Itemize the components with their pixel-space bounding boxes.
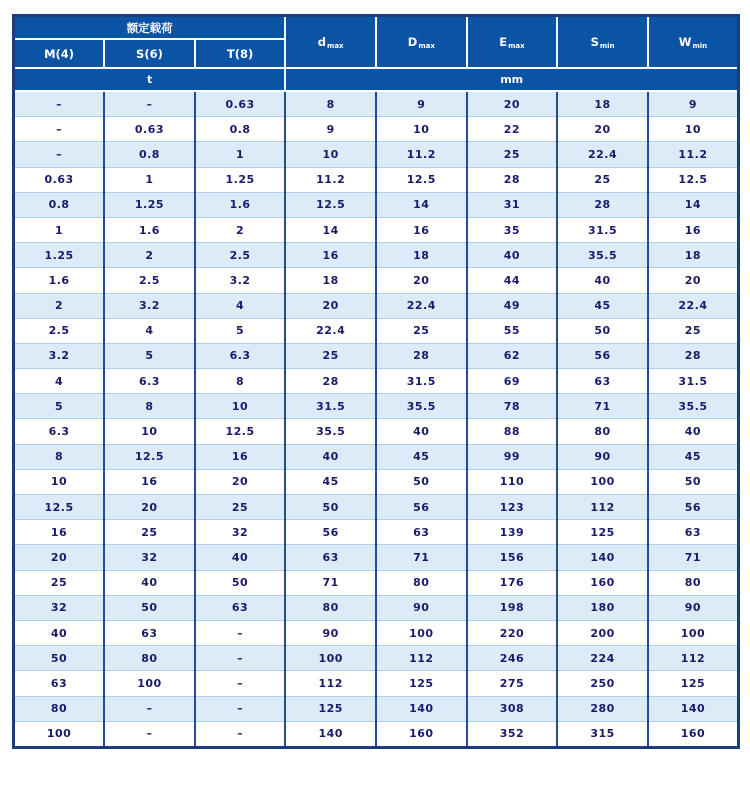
table-cell: 32 (14, 595, 105, 620)
table-cell: 62 (467, 343, 558, 368)
table-cell: 2 (104, 243, 195, 268)
table-row (14, 469, 739, 494)
table-cell: 31.5 (557, 217, 648, 242)
table-cell: 16 (104, 469, 195, 494)
table-cell: 100 (104, 671, 195, 696)
table-cell: 0.8 (104, 142, 195, 167)
table-cell: 16 (285, 243, 376, 268)
table-cell: 32 (195, 520, 286, 545)
dim-sub: max (327, 41, 344, 50)
table-cell: 8 (285, 91, 376, 117)
table-row (14, 545, 739, 570)
header-col-S-min (557, 16, 648, 69)
table-cell: 20 (648, 268, 739, 293)
table-cell: 14 (648, 192, 739, 217)
header-col-m4: M(4) (14, 39, 105, 68)
table-row (14, 217, 739, 242)
table-cell: 56 (376, 495, 467, 520)
table-cell: 112 (557, 495, 648, 520)
header-row-units (14, 68, 739, 91)
table-cell: 25 (104, 520, 195, 545)
table-cell: 50 (648, 469, 739, 494)
table-cell: – (14, 142, 105, 167)
table-cell: 0.8 (195, 117, 286, 142)
table-cell: – (104, 696, 195, 721)
table-cell: 10 (104, 419, 195, 444)
table-cell: 45 (376, 444, 467, 469)
unit-cell-tonnes: t (14, 68, 286, 91)
table-cell: 28 (557, 192, 648, 217)
table-cell: 35.5 (376, 394, 467, 419)
table-body (14, 91, 739, 747)
table-cell: 71 (557, 394, 648, 419)
table-cell: 31.5 (285, 394, 376, 419)
table-row (14, 696, 739, 721)
table-cell: 40 (104, 570, 195, 595)
table-cell: 10 (376, 117, 467, 142)
table-cell: 112 (285, 671, 376, 696)
table-cell: 1.25 (195, 167, 286, 192)
table-cell: 6.3 (104, 369, 195, 394)
header-col-d-max (285, 16, 376, 69)
dim-base: D (407, 34, 418, 49)
table-cell: 20 (104, 495, 195, 520)
table-cell: 10 (285, 142, 376, 167)
table-cell: 12.5 (648, 167, 739, 192)
table-cell: 20 (285, 293, 376, 318)
table-cell: 63 (195, 595, 286, 620)
table-cell: 12.5 (376, 167, 467, 192)
table-cell: 63 (557, 369, 648, 394)
table-row (14, 167, 739, 192)
table-cell: 8 (14, 444, 105, 469)
table-cell: 90 (376, 595, 467, 620)
table-cell: 28 (648, 343, 739, 368)
table-cell: – (104, 721, 195, 747)
table-row (14, 394, 739, 419)
table-cell: 1.6 (104, 217, 195, 242)
table-cell: 11.2 (285, 167, 376, 192)
table-cell: 45 (648, 444, 739, 469)
unit-cell-mm: mm (285, 68, 738, 91)
table-cell: 100 (648, 620, 739, 645)
dim-sub: min (692, 41, 708, 50)
header-row-group (14, 16, 739, 40)
table-cell: 100 (14, 721, 105, 747)
table-cell: 180 (557, 595, 648, 620)
table-cell: 1.25 (14, 243, 105, 268)
table-cell: 112 (648, 646, 739, 671)
table-cell: 69 (467, 369, 558, 394)
table-cell: 352 (467, 721, 558, 747)
table-row (14, 91, 739, 117)
table-cell: 0.63 (195, 91, 286, 117)
table-cell: 35.5 (648, 394, 739, 419)
table-cell: 40 (467, 243, 558, 268)
table-cell: 123 (467, 495, 558, 520)
table-row (14, 243, 739, 268)
table-cell: – (195, 696, 286, 721)
table-cell: 18 (648, 243, 739, 268)
table-cell: 40 (648, 419, 739, 444)
table-cell: 16 (648, 217, 739, 242)
header-col-t8: T(8) (195, 39, 286, 68)
table-cell: – (195, 620, 286, 645)
dim-sub: max (418, 41, 435, 50)
table-cell: 50 (376, 469, 467, 494)
table-cell: 80 (557, 419, 648, 444)
table-cell: – (14, 91, 105, 117)
table-cell: 56 (648, 495, 739, 520)
table-cell: 200 (557, 620, 648, 645)
table-cell: 90 (285, 620, 376, 645)
table-cell: 20 (557, 117, 648, 142)
header-group-rated-load: 额定载荷 (14, 16, 286, 40)
table-cell: – (195, 646, 286, 671)
rated-load-table (12, 14, 740, 749)
table-cell: 25 (376, 318, 467, 343)
table-cell: 12.5 (14, 495, 105, 520)
table-cell: 315 (557, 721, 648, 747)
table-cell: 55 (467, 318, 558, 343)
table-cell: 80 (648, 570, 739, 595)
table-cell: 6.3 (14, 419, 105, 444)
table-cell: 40 (376, 419, 467, 444)
table-cell: 11.2 (648, 142, 739, 167)
table-cell: 5 (195, 318, 286, 343)
table-cell: – (104, 91, 195, 117)
table-row (14, 318, 739, 343)
table-cell: 25 (195, 495, 286, 520)
table-cell: 6.3 (195, 343, 286, 368)
table-cell: 10 (195, 394, 286, 419)
table-cell: 71 (285, 570, 376, 595)
table-cell: 90 (557, 444, 648, 469)
table-cell: 224 (557, 646, 648, 671)
table-cell: 16 (376, 217, 467, 242)
table-cell: 71 (648, 545, 739, 570)
table-cell: 140 (285, 721, 376, 747)
table-cell: 35 (467, 217, 558, 242)
table-cell: 18 (285, 268, 376, 293)
header-col-D-max (376, 16, 467, 69)
header-col-s6: S(6) (104, 39, 195, 68)
table-cell: 280 (557, 696, 648, 721)
table-cell: 22.4 (285, 318, 376, 343)
table-cell: 25 (285, 343, 376, 368)
header-col-W-min (648, 16, 739, 69)
dim-base: E (499, 34, 508, 49)
table-cell: 198 (467, 595, 558, 620)
table-row (14, 495, 739, 520)
table-row (14, 117, 739, 142)
table-cell: 4 (104, 318, 195, 343)
table-cell: 31 (467, 192, 558, 217)
table-cell: 9 (648, 91, 739, 117)
table-cell: 28 (285, 369, 376, 394)
table-row (14, 721, 739, 747)
table-cell: 140 (648, 696, 739, 721)
table-cell: 110 (467, 469, 558, 494)
table-cell: 1.6 (14, 268, 105, 293)
table-cell: 90 (648, 595, 739, 620)
table-cell: 12.5 (104, 444, 195, 469)
table-cell: 50 (104, 595, 195, 620)
table-cell: 9 (376, 91, 467, 117)
dim-base: S (590, 34, 599, 49)
table-cell: 1.25 (104, 192, 195, 217)
table-cell: 250 (557, 671, 648, 696)
table-cell: 14 (285, 217, 376, 242)
table-cell: 63 (376, 520, 467, 545)
table-row (14, 671, 739, 696)
table-cell: 160 (376, 721, 467, 747)
table-header (14, 16, 739, 92)
table-cell: 20 (376, 268, 467, 293)
table-cell: 275 (467, 671, 558, 696)
table-row (14, 268, 739, 293)
table-cell: 2.5 (104, 268, 195, 293)
table-cell: 2.5 (195, 243, 286, 268)
table-cell: 3.2 (14, 343, 105, 368)
table-cell: 25 (648, 318, 739, 343)
table-cell: 56 (285, 520, 376, 545)
table-cell: 40 (285, 444, 376, 469)
table-cell: 100 (557, 469, 648, 494)
table-cell: 56 (557, 343, 648, 368)
table-row (14, 646, 739, 671)
table-cell: 100 (376, 620, 467, 645)
table-cell: 125 (376, 671, 467, 696)
table-cell: 160 (557, 570, 648, 595)
table-row (14, 343, 739, 368)
table-cell: 125 (285, 696, 376, 721)
table-row (14, 444, 739, 469)
table-cell: 0.63 (14, 167, 105, 192)
table-cell: 2 (195, 217, 286, 242)
table-cell: 1.6 (195, 192, 286, 217)
table-cell: 25 (557, 167, 648, 192)
table-cell: 18 (557, 91, 648, 117)
table-cell: – (195, 671, 286, 696)
table-cell: 4 (14, 369, 105, 394)
table-cell: 0.8 (14, 192, 105, 217)
table-cell: 31.5 (376, 369, 467, 394)
table-row (14, 570, 739, 595)
table-cell: 44 (467, 268, 558, 293)
table-cell: 40 (14, 620, 105, 645)
table-row (14, 293, 739, 318)
table-cell: 246 (467, 646, 558, 671)
table-cell: 156 (467, 545, 558, 570)
table-row (14, 620, 739, 645)
table-cell: 28 (467, 167, 558, 192)
table-cell: 10 (14, 469, 105, 494)
table-cell: 139 (467, 520, 558, 545)
table-cell: 50 (14, 646, 105, 671)
table-cell: 80 (14, 696, 105, 721)
table-cell: 125 (557, 520, 648, 545)
table-cell: 5 (14, 394, 105, 419)
table-cell: 8 (104, 394, 195, 419)
table-cell: 45 (557, 293, 648, 318)
table-cell: 14 (376, 192, 467, 217)
table-cell: 140 (557, 545, 648, 570)
table-cell: 40 (195, 545, 286, 570)
table-cell: 16 (195, 444, 286, 469)
table-cell: 20 (195, 469, 286, 494)
header-col-E-max (467, 16, 558, 69)
table-cell: 20 (467, 91, 558, 117)
table-cell: 10 (648, 117, 739, 142)
table-cell: 25 (467, 142, 558, 167)
dim-sub: min (599, 41, 615, 50)
table-cell: 63 (648, 520, 739, 545)
table-row (14, 142, 739, 167)
table-cell: 1 (195, 142, 286, 167)
table-cell: 31.5 (648, 369, 739, 394)
table-cell: 50 (195, 570, 286, 595)
table-cell: 160 (648, 721, 739, 747)
table-cell: 112 (376, 646, 467, 671)
table-cell: 16 (14, 520, 105, 545)
table-cell: 176 (467, 570, 558, 595)
table-row (14, 595, 739, 620)
table-cell: 25 (14, 570, 105, 595)
table-cell: 50 (285, 495, 376, 520)
table-cell: 9 (285, 117, 376, 142)
table-cell: 1 (104, 167, 195, 192)
table-cell: 35.5 (557, 243, 648, 268)
table-cell: 4 (195, 293, 286, 318)
table-cell: 22.4 (557, 142, 648, 167)
table-cell: 71 (376, 545, 467, 570)
table-cell: 140 (376, 696, 467, 721)
table-cell: 12.5 (195, 419, 286, 444)
table-cell: 3.2 (104, 293, 195, 318)
table-cell: 99 (467, 444, 558, 469)
table-cell: 80 (104, 646, 195, 671)
table-cell: 32 (104, 545, 195, 570)
table-cell: 50 (557, 318, 648, 343)
table-cell: 63 (285, 545, 376, 570)
table-cell: 2.5 (14, 318, 105, 343)
table-cell: 100 (285, 646, 376, 671)
table-cell: 8 (195, 369, 286, 394)
table-cell: 22.4 (376, 293, 467, 318)
table-cell: 3.2 (195, 268, 286, 293)
table-cell: 1 (14, 217, 105, 242)
table-row (14, 369, 739, 394)
table-cell: 22 (467, 117, 558, 142)
table-row (14, 419, 739, 444)
table-cell: 308 (467, 696, 558, 721)
table-cell: 80 (285, 595, 376, 620)
table-cell: 40 (557, 268, 648, 293)
table-cell: 35.5 (285, 419, 376, 444)
dim-base: d (317, 34, 327, 49)
table-cell: 45 (285, 469, 376, 494)
table-row (14, 192, 739, 217)
table-cell: – (195, 721, 286, 747)
table-cell: 18 (376, 243, 467, 268)
table-cell: 0.63 (104, 117, 195, 142)
table-cell: 88 (467, 419, 558, 444)
table-cell: 78 (467, 394, 558, 419)
table-cell: 63 (14, 671, 105, 696)
dim-base: W (678, 34, 692, 49)
table-cell: – (14, 117, 105, 142)
table-cell: 28 (376, 343, 467, 368)
table-cell: 11.2 (376, 142, 467, 167)
table-cell: 49 (467, 293, 558, 318)
table-cell: 20 (14, 545, 105, 570)
table-cell: 22.4 (648, 293, 739, 318)
table-row (14, 520, 739, 545)
table-cell: 125 (648, 671, 739, 696)
table-cell: 12.5 (285, 192, 376, 217)
table-cell: 5 (104, 343, 195, 368)
table-cell: 220 (467, 620, 558, 645)
table-cell: 2 (14, 293, 105, 318)
table-cell: 63 (104, 620, 195, 645)
table-cell: 80 (376, 570, 467, 595)
dim-sub: max (508, 41, 525, 50)
